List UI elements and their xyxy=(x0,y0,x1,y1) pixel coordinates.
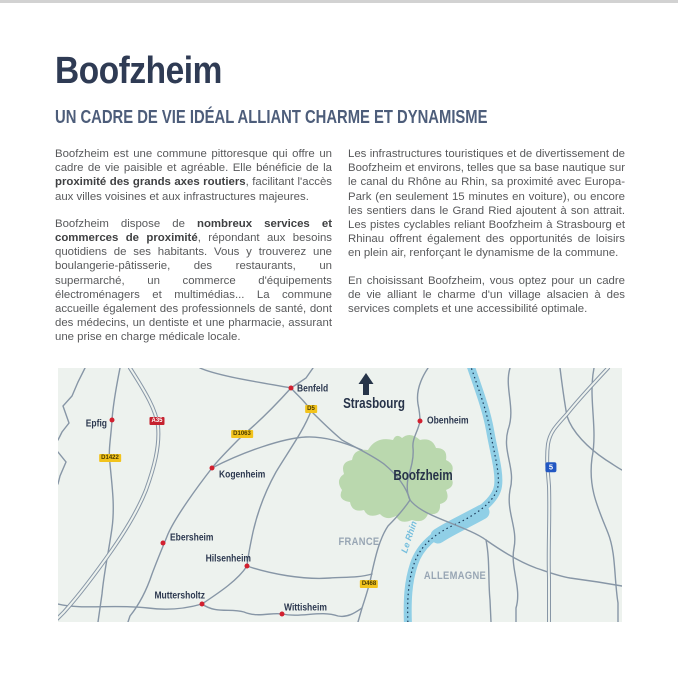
town-dot xyxy=(161,541,166,546)
text-column-left xyxy=(55,147,332,358)
map-town-label xyxy=(284,603,334,614)
map-town-label xyxy=(170,533,221,544)
map-town-label xyxy=(146,591,205,602)
map-town-label xyxy=(82,419,107,430)
road-badge-d1422: D1422 xyxy=(101,455,119,461)
map-town-label xyxy=(297,384,334,395)
road-badge-a35: A35 xyxy=(151,418,163,424)
paragraph: Les infrastructures touristiques et de divertissement de Boofzheim et environs, telles que sa base nautique sur le canal du Rhône au Rhin, sa proximité avec Europa-Park (en seulement 15 minutes en voiture), ou encore les sentiers dans le Grand Ried ajoutent à son attrait. Les pistes cyclables reliant Boofzheim à Strasbourg et Rhinau offrent également des opportunités de loisirs en plein air, renforçant le dynamisme de la commune. xyxy=(348,148,625,260)
road-badge-d5: D5 xyxy=(307,406,315,412)
page-title: Boofzheim xyxy=(55,50,222,92)
river-label: Le Rhin xyxy=(399,519,419,555)
town-dot xyxy=(210,466,215,471)
map-city-label xyxy=(335,396,412,412)
town-name: Ebersheim xyxy=(170,532,214,544)
town-dot xyxy=(110,418,115,423)
paragraph: Boofzheim dispose de nombreux services et commerces de proximité, répondant aux besoins quotidiens de ses habitants. Vous y trouverez une boulangerie-pâtisserie, des restaurants, un supermarché, un commerce d'équipements électroménagers et multimédias... La commune accueille également des professionnels de santé, dont des médecins, un dentiste et une pharmacie, assurant une prise en charge médicale locale. xyxy=(55,217,333,344)
region-name: ALLEMAGNE xyxy=(423,570,487,582)
town-name: Muttersholtz xyxy=(154,590,205,602)
town-name: Benfeld xyxy=(297,383,329,395)
region-map xyxy=(58,368,622,622)
city-name: Boofzheim xyxy=(393,468,453,484)
road-badge-d1063: D1063 xyxy=(233,431,251,437)
town-name: Wittisheim xyxy=(284,602,327,614)
map-region-label xyxy=(418,570,491,582)
paragraph: En choisissant Boofzheim, vous optez pour un cadre de vie alliant le charme d'un village alsacien à des services complets et une accessibilité optimale. xyxy=(348,274,625,316)
map-town-label xyxy=(219,470,273,481)
town-name: Kogenheim xyxy=(219,469,266,481)
page-subtitle: UN CADRE DE VIE IDÉAL ALLIANT CHARME ET DYNAMISME xyxy=(55,106,488,127)
road-badge-d468: D468 xyxy=(361,581,377,587)
text-column-right xyxy=(348,147,625,358)
road-badge-5: 5 xyxy=(545,462,556,472)
town-name: Obenheim xyxy=(427,415,469,427)
town-dot xyxy=(200,602,205,607)
body-columns xyxy=(55,147,625,358)
map-town-label xyxy=(198,554,251,565)
map-town-label xyxy=(427,416,476,427)
city-name: Strasbourg xyxy=(343,396,405,412)
region-name: FRANCE xyxy=(338,536,380,548)
top-divider xyxy=(0,0,678,3)
paragraph: Boofzheim est une commune pittoresque qui offre un cadre de vie paisible et agréable. Elle bénéficie de la proximité des grands axes routiers, facilitant l'accès aux villes voisines et aux infrastructures majeures. xyxy=(55,148,332,203)
map-city-label xyxy=(386,468,460,484)
motorways xyxy=(58,368,608,622)
town-name: Hilsenheim xyxy=(205,553,251,565)
town-name: Epfig xyxy=(85,418,107,430)
map-region-label xyxy=(335,536,383,548)
town-dot xyxy=(418,419,423,424)
strasbourg-arrow-icon xyxy=(359,373,374,395)
town-dot xyxy=(289,386,294,391)
